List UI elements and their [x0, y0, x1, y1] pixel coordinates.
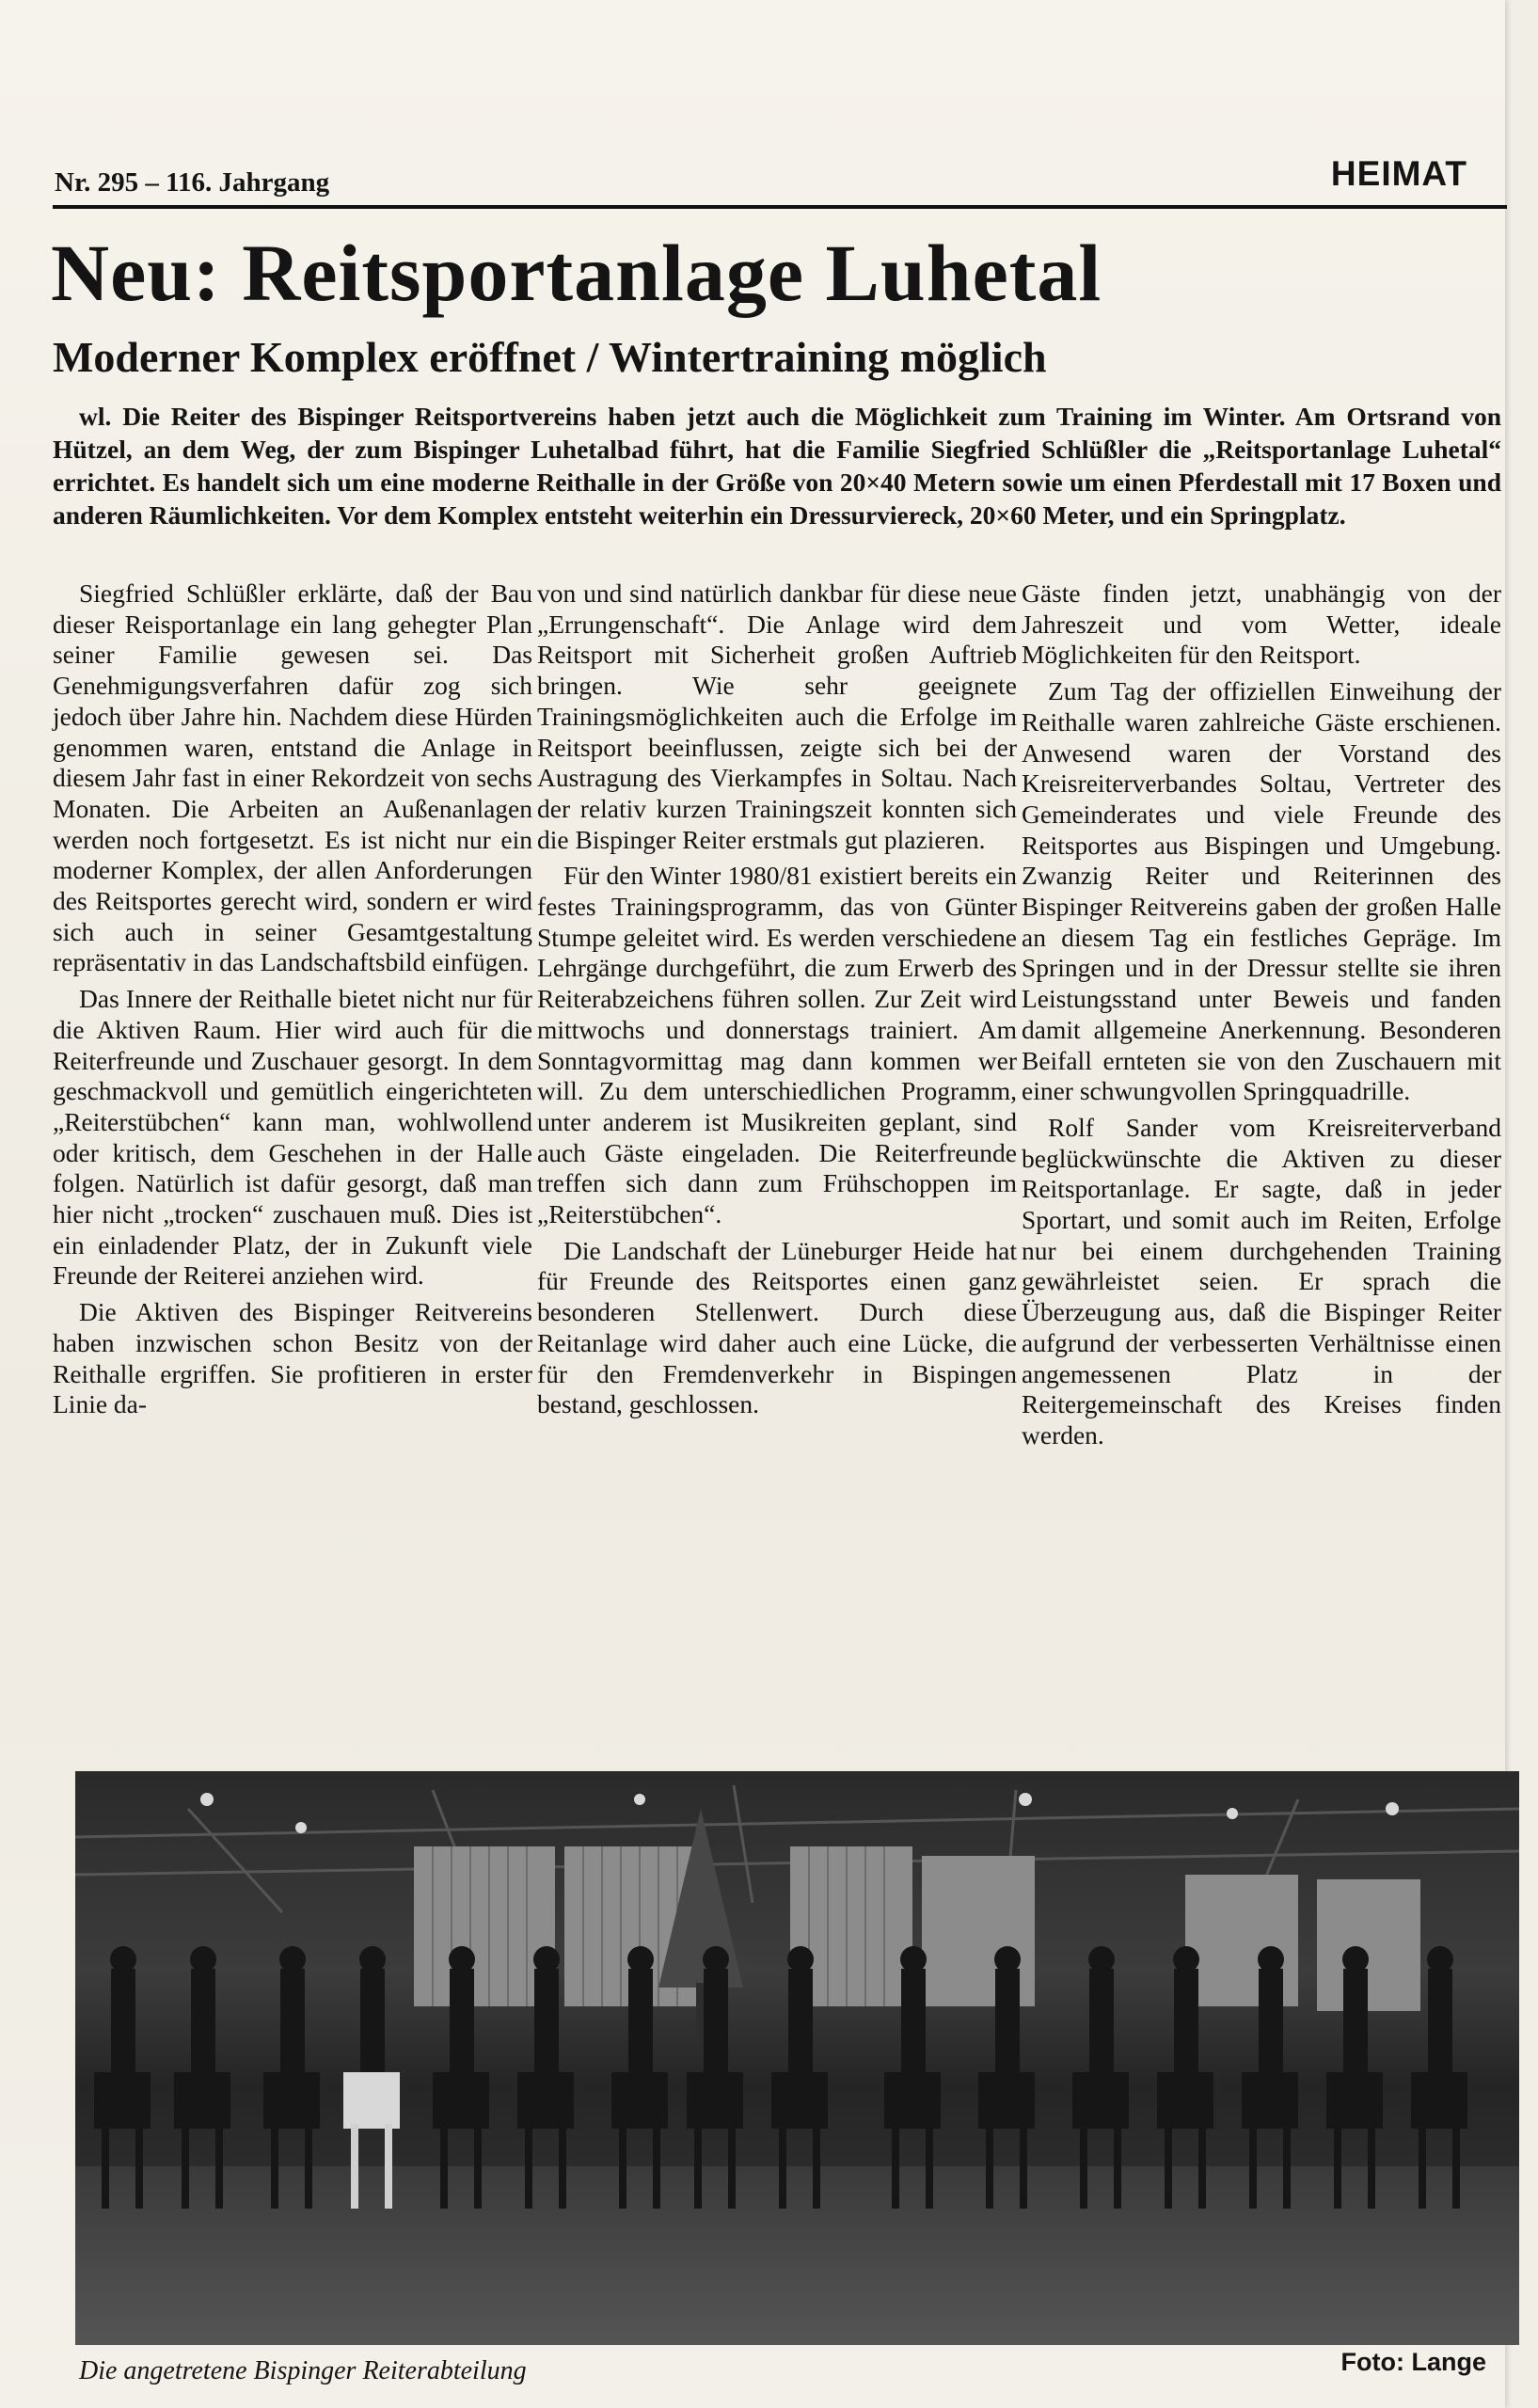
riding-hall-photo [75, 1771, 1519, 2345]
paragraph: Rolf Sander vom Kreisreiterverband beglückwünschte die Aktiven zu dieser Reitsportanlage. Er sagte, daß in jeder Sportart, und somit auch im Reiten, Erfolge nur bei einem durchgehenden Training gewährleistet seien. Er sprach die Überzeugung aus, daß die Bispinger Reiter aufgrund der verbesserten Verhältnisse einen angemessenen Platz in der Reitergemeinschaft des Kreises finden werden. [1022, 1112, 1501, 1450]
article-columns [53, 578, 1501, 1698]
headline: Neu: Reitsportanlage Luhetal [51, 228, 1102, 318]
paragraph: Zum Tag der offiziellen Einweihung der Reithalle waren zahlreiche Gäste erschienen. Anwesend waren der Vorstand des Kreisreiterverbandes Soltau, Vertreter des Gemeinderates und viele Freunde des Reitsportes aus Bispingen und Umgebung. Zwanzig Reiter und Reiterinnen des Bispinger Reitvereins gaben der großen Halle an diesem Tag ein festliches Gepräge. Im Springen und in der Dressur stellte sie ihren Leistungsstand unter Beweis und fanden damit allgemeine Anerkennung. Besonderen Beifall ernteten sie von den Zuschauern mit einer schwungvollen Springquadrille. [1022, 676, 1501, 1106]
issue-number: Nr. 295 – 116. Jahrgang [55, 167, 330, 198]
section-label: HEIMAT [1330, 154, 1467, 193]
paragraph: Siegfried Schlüßler erklärte, daß der Bau dieser Reisportanlage ein lang gehegter Plan seiner Familie gewesen sei. Das Genehmigungsverfahren dafür zog sich jedoch über Jahre hin. Nachdem diese Hürden genommen waren, entstand die Anlage in diesem Jahr fast in einer Rekordzeit von sechs Monaten. Die Arbeiten an Außenanlagen werden noch fortgesetzt. Es ist nicht nur ein moderner Komplex, der allen Anforderungen des Reitsportes gerecht wird, sondern er wird sich auch in seiner Gesamtgestaltung repräsentativ in das Landschaftsbild einfügen. [53, 578, 532, 977]
paragraph: Die Aktiven des Bispinger Reitvereins haben inzwischen schon Besitz von der Reithalle ergriffen. Sie profitieren in erster Linie da- [53, 1297, 532, 1419]
column-1 [53, 578, 532, 1698]
paragraph: Die Landschaft der Lüneburger Heide hat für Freunde des Reitsportes einen ganz besonderen Stellenwert. Durch diese Reitanlage wird daher auch eine Lücke, die für den Fremdenverkehr in Bispingen bestand, geschlossen. [537, 1235, 1017, 1419]
header-rule [53, 205, 1507, 209]
paragraph: Für den Winter 1980/81 existiert bereits ein festes Trainingsprogramm, das von Günter Stumpe geleitet wird. Es werden verschiedene Lehrgänge durchgeführt, die zum Erwerb des Reiterabzeichens führen sollen. Zur Zeit wird mittwochs und donnerstags trainiert. Am Sonntagvormittag mag dann kommen wer will. Zu dem unterschiedlichen Programm, unter anderem ist Musikreiten geplant, sind auch Gäste eingeladen. Die Reiterfreunde treffen sich dann zum Frühschoppen im „Reiterstübchen“. [537, 861, 1017, 1229]
paragraph: von und sind natürlich dankbar für diese neue „Errungenschaft“. Die Anlage wird dem Reitsport mit Sicherheit großen Auftrieb bringen. Wie sehr geeignete Trainingsmöglichkeiten auch die Erfolge im Reitsport beeinflussen, zeigte sich bei der Austragung des Vierkampfes in Soltau. Nach der relativ kurzen Trainingszeit konnten sich die Bispinger Reiter erstmals gut plazieren. [537, 578, 1017, 854]
paragraph: Gäste finden jetzt, unabhängig von der Jahreszeit und vom Wetter, ideale Möglichkeiten für den Reitsport. [1022, 578, 1501, 670]
paragraph: Das Innere der Reithalle bietet nicht nur für die Aktiven Raum. Hier wird auch für die Reiterfreunde und Zuschauer gesorgt. In dem geschmackvoll und gemütlich eingerichteten „Reiterstübchen“ kann man, wohlwollend oder kritisch, dem Geschehen in der Halle folgen. Natürlich ist dafür gesorgt, daß man hier nicht „trocken“ zuschauen muß. Dies ist ein einladender Platz, der in Zukunft viele Freunde der Reiterei anziehen wird. [53, 984, 532, 1291]
column-3 [1022, 578, 1501, 1698]
photo-credit: Foto: Lange [1340, 2348, 1486, 2376]
lead-paragraph: wl. Die Reiter des Bispinger Reitsportvereins haben jetzt auch die Möglichkeit zum Training im Winter. Am Ortsrand von Hützel, an dem Weg, der zum Bispinger Luhetalbad führt, hat die Familie Siegfried Schlüßler die „Reitsportanlage Luhetal“ errichtet. Es handelt sich um eine moderne Reithalle in der Größe von 20×40 Metern sowie um einen Pferdestall mit 17 Boxen und anderen Räumlichkeiten. Vor dem Komplex entsteht weiterhin ein Dressurviereck, 20×60 Meter, und ein Springplatz. [53, 402, 1501, 530]
photo-caption: Die angetretene Bispinger Reiterabteilung [79, 2356, 527, 2385]
subheadline: Moderner Komplex eröffnet / Wintertraining möglich [53, 333, 1047, 381]
column-2 [537, 578, 1017, 1698]
